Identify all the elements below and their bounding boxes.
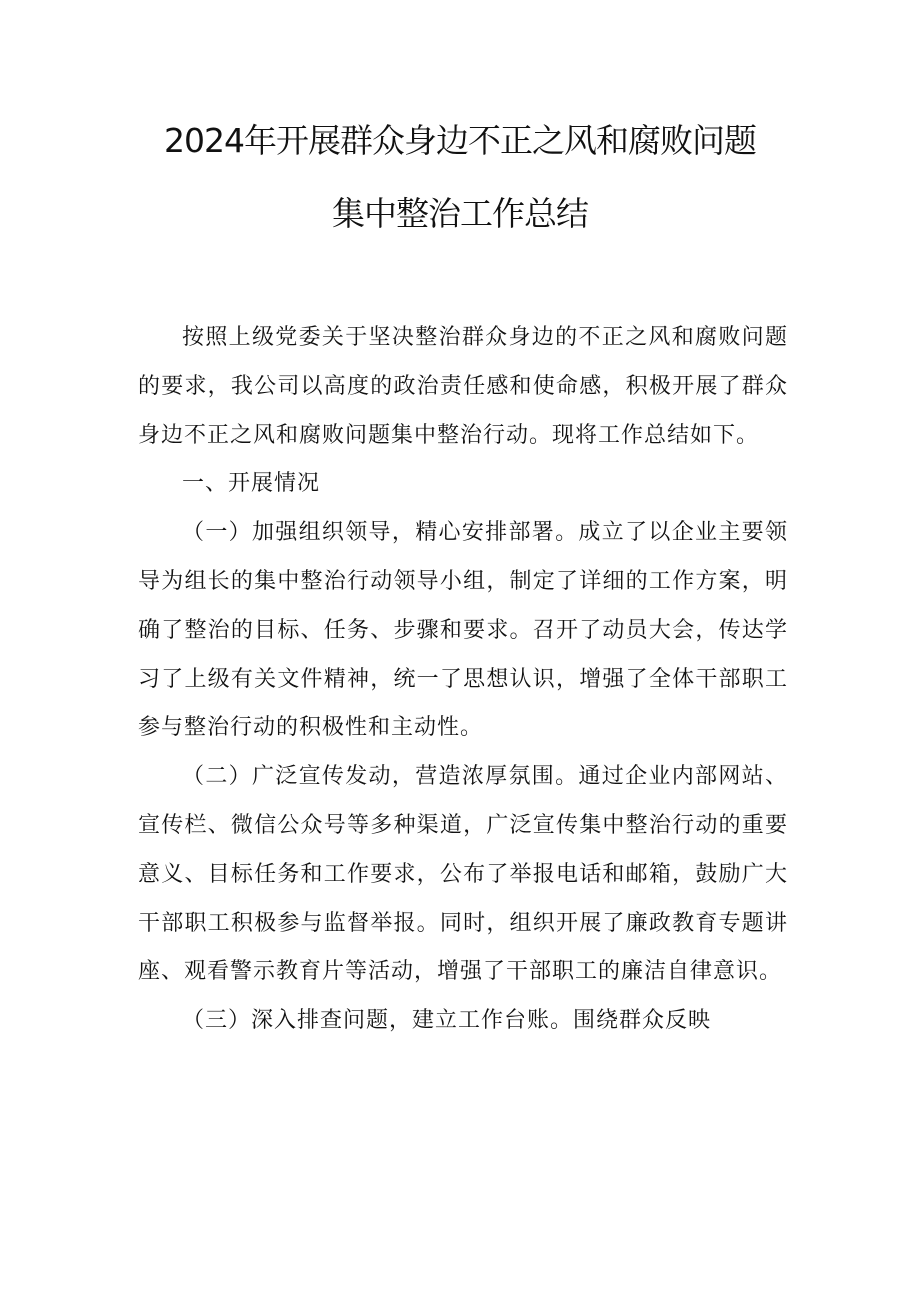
paragraph-intro: 按照上级党委关于坚决整治群众身边的不正之风和腐败问题的要求，我公司以高度的政治责任感和使命感，积极开展了群众身边不正之风和腐败问题集中整治行动。现将工作总结如下。: [138, 325, 788, 448]
document-body: [138, 314, 788, 1046]
paragraph-item-3: （三）深入排查问题，建立工作台账。围绕群众反映: [182, 1008, 712, 1034]
document-title: [0, 121, 920, 233]
paragraph-item-1: （一）加强组织领导，精心安排部署。成立了以企业主要领导为组长的集中整治行动领导小组，制定了详细的工作方案，明确了整治的目标、任务、步骤和要求。召开了动员大会，传达学习了上级有关文件精神，统一了思想认识，增强了全体干部职工参与整治行动的积极性和主动性。: [138, 520, 788, 741]
paragraph-item-2: （二）广泛宣传发动，营造浓厚氛围。通过企业内部网站、宣传栏、微信公众号等多种渠道，广泛宣传集中整治行动的重要意义、目标任务和工作要求，公布了举报电话和邮箱，鼓励广大干部职工积极参与监督举报。同时，组织开展了廉政教育专题讲座、观看警示教育片等活动，增强了干部职工的廉洁自律意识。: [138, 764, 788, 985]
title-line-2: 集中整治工作总结: [332, 194, 588, 233]
title-line-1: 2024年开展群众身边不正之风和腐败问题: [164, 121, 756, 160]
section-heading: 一、开展情况: [182, 471, 321, 497]
